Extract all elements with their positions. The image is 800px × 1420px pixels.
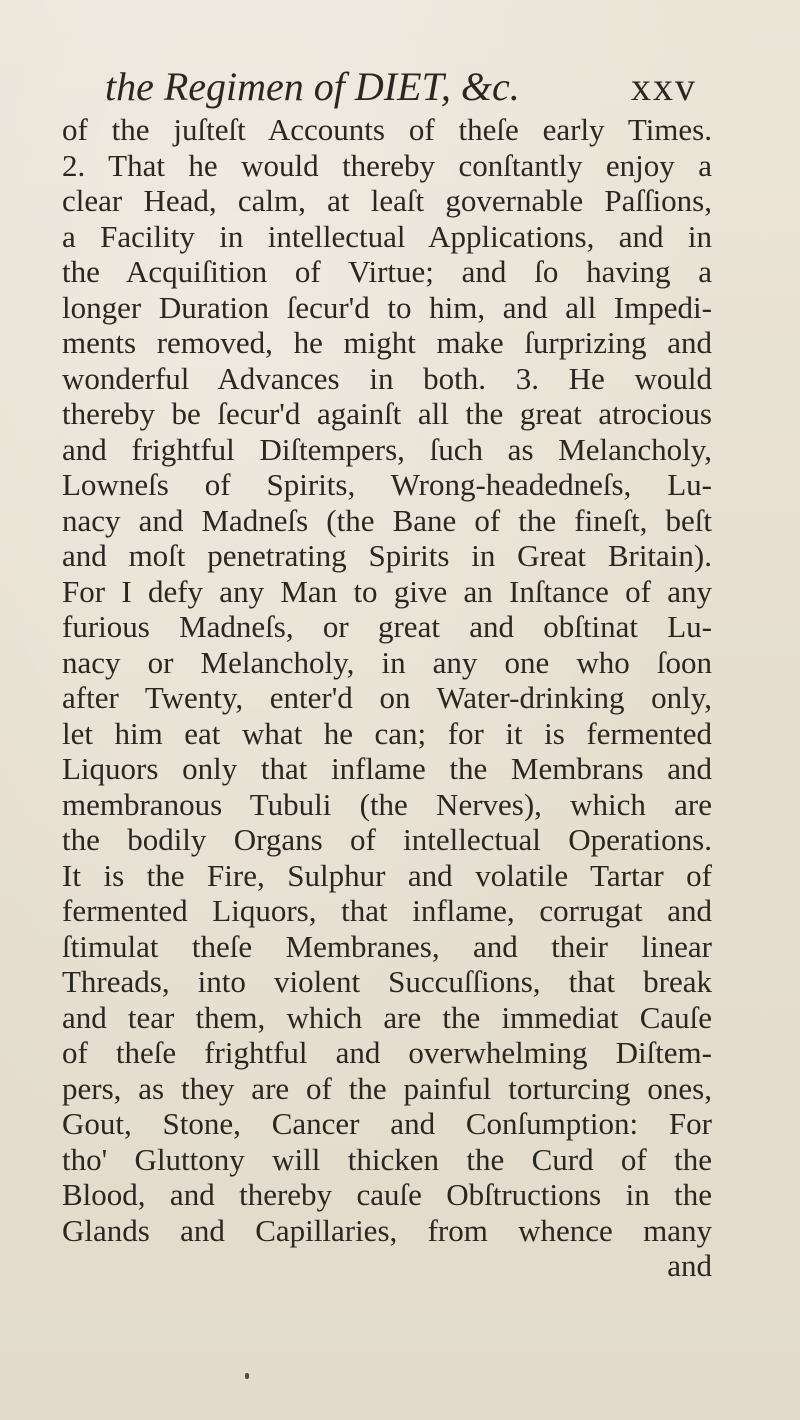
text-line: Lowneſs of Spirits, Wrong-headedneſs, Lu-	[62, 467, 712, 502]
text-line: the bodily Organs of intellectual Operations.	[62, 822, 712, 857]
text-line: a Facility in intellectual Applications, and in	[62, 218, 712, 254]
text-line: fermented Liquors, that inflame, corrugat and	[62, 893, 712, 928]
text-line: and tear them, which are the immediat Cauſe	[62, 999, 712, 1035]
text-line: pers, as they are of the painful torturcing ones,	[62, 1070, 712, 1106]
ink-speck	[245, 1373, 249, 1379]
text-line: ſtimulat theſe Membranes, and their linear	[62, 928, 712, 964]
text-line: Gout, Stone, Cancer and Conſumption: For	[62, 1106, 712, 1141]
text-line: membranous Tubuli (the Nerves), which are	[62, 786, 712, 822]
text-line: furious Madneſs, or great and obſtinat Lu-	[62, 609, 712, 644]
text-line: Blood, and thereby cauſe Obſtructions in the	[62, 1177, 712, 1212]
catchword: and	[667, 1248, 712, 1283]
text-line: 2. That he would thereby conſtantly enjoy a	[62, 147, 712, 183]
text-line: For I defy any Man to give an Inſtance of any	[62, 573, 712, 609]
page-number: xxv	[631, 64, 697, 109]
text-line: let him eat what he can; for it is fermented	[62, 715, 712, 751]
text-line: clear Head, calm, at leaſt governable Paſſions,	[62, 183, 712, 218]
text-line: of the juſteſt Accounts of theſe early Times.	[62, 112, 712, 147]
text-line: the Acquiſition of Virtue; and ſo having a	[62, 254, 712, 289]
text-line: wonderful Advances in both. 3. He would	[62, 360, 712, 396]
text-line: longer Duration ſecur'd to him, and all Impedi-	[62, 289, 712, 325]
running-head	[105, 62, 697, 112]
text-line: of theſe frightful and overwhelming Diſtem-	[62, 1035, 712, 1070]
text-line: tho' Gluttony will thicken the Curd of the	[62, 1141, 712, 1177]
text-line: ments removed, he might make ſurprizing and	[62, 325, 712, 360]
text-line: nacy and Madneſs (the Bane of the fineſt, beſt	[62, 502, 712, 538]
text-line: Liquors only that inflame the Membrans and	[62, 751, 712, 786]
text-line: thereby be ſecur'd againſt all the great atrocious	[62, 396, 712, 431]
text-line: Threads, into violent Succuſſions, that break	[62, 964, 712, 999]
text-line: It is the Fire, Sulphur and volatile Tartar of	[62, 857, 712, 893]
text-line: and moſt penetrating Spirits in Great Britain).	[62, 538, 712, 573]
text-line: Glands and Capillaries, from whence many	[62, 1212, 712, 1248]
text-line: after Twenty, enter'd on Water-drinking only,	[62, 680, 712, 715]
running-head-title: the Regimen of DIET, &c.	[105, 64, 520, 109]
text-line: nacy or Melancholy, in any one who ſoon	[62, 644, 712, 680]
body-text	[62, 112, 712, 1284]
text-line: and frightful Diſtempers, ſuch as Melancholy,	[62, 431, 712, 467]
